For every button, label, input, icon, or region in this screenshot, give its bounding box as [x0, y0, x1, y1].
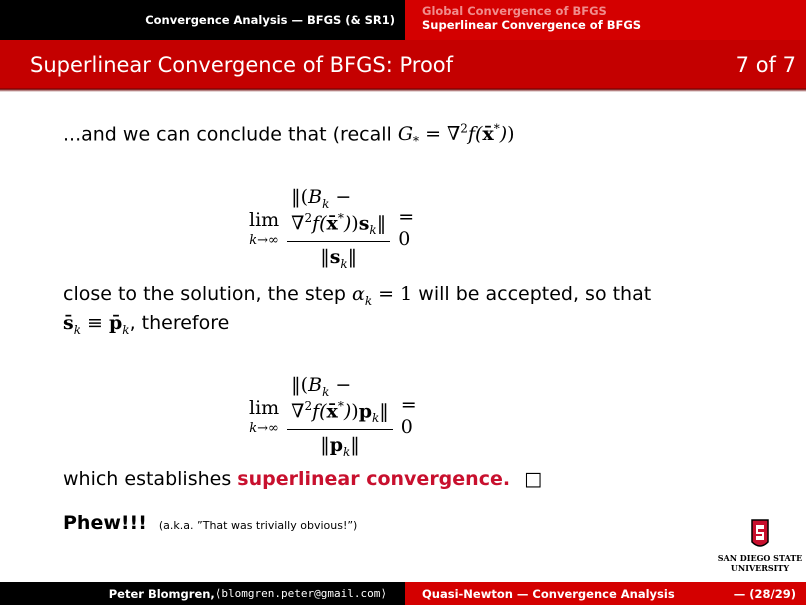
header-nav	[405, 0, 806, 40]
superlinear-emphasis: superlinear convergence.	[237, 468, 511, 490]
fraction-s	[287, 186, 390, 271]
recall-math: $G_*$ = ∇$^2$f(x̄*))	[397, 122, 515, 149]
limit-operator: lim k→∞	[249, 396, 280, 436]
footer-deck-title[interactable]: Quasi-Newton — Convergence Analysis	[422, 586, 675, 601]
limit-equation-s	[249, 186, 414, 271]
nav-section-global[interactable]: Global Convergence of BFGS	[422, 4, 607, 18]
sdsu-logo	[718, 518, 802, 578]
nav-subsection-superlinear[interactable]: Superlinear Convergence of BFGS	[422, 18, 642, 32]
frame-page-counter: 7 of 7	[735, 53, 796, 77]
svg-text:SAN DIEGO STATE: SAN DIEGO STATE	[718, 553, 802, 563]
header-bar	[0, 0, 806, 40]
intro-line: ...and we can conclude that (recall $G_*$ = ∇$^2$f(x̄*))	[63, 122, 515, 149]
equation-rhs: = 0	[400, 394, 417, 439]
equiv-math: $s̄_k$ ≡ $p̄_k$	[63, 312, 130, 337]
footer-email[interactable]: ⟨blomgren.peter@gmail.com⟩	[214, 587, 387, 600]
denominator-p: $‖p_k‖$	[320, 433, 360, 459]
equation-rhs: = 0	[398, 206, 415, 251]
fraction-p	[287, 374, 393, 459]
frame-title-bar	[0, 40, 806, 92]
phew-text: Phew!!!	[63, 512, 147, 534]
footer-bar	[0, 582, 806, 605]
frame-title: Superlinear Convergence of BFGS: Proof	[30, 53, 454, 77]
aka-note: (a.k.a. ”That was trivially obvious!”)	[158, 519, 358, 532]
footer-author: Peter Blomgren, ⟨blomgren.peter@gmail.com⟩	[0, 582, 405, 605]
qed-symbol: □	[524, 468, 543, 490]
equiv-line: $s̄_k$ ≡ $p̄_k$, therefore	[63, 312, 230, 337]
limit-equation-p	[249, 374, 417, 459]
header-section-title[interactable]	[0, 0, 405, 40]
footer-page-number: — (28/29)	[733, 586, 796, 601]
phew-line	[63, 512, 357, 534]
footer-right	[405, 582, 806, 605]
numerator-s: $‖(B_k$ − $\nabla^2f(x̄^*))s_k‖$	[287, 186, 390, 242]
close-line: close to the solution, the step $\alpha_k = 1$ will be accepted, so that	[63, 283, 652, 308]
establish-line: which establishes superlinear convergence. □	[63, 468, 543, 490]
sdsu-shield-icon	[718, 518, 802, 578]
numerator-p: $‖(B_k$ − $\nabla^2f(x̄^*))p_k‖$	[287, 374, 393, 430]
header-left-text: Convergence Analysis — BFGS (& SR1)	[145, 13, 395, 27]
step-math: $\alpha_k = 1$	[352, 283, 413, 308]
svg-text:UNIVERSITY: UNIVERSITY	[730, 563, 790, 573]
limit-operator: lim k→∞	[249, 208, 280, 248]
denominator-s: $‖s_k‖$	[320, 245, 358, 271]
